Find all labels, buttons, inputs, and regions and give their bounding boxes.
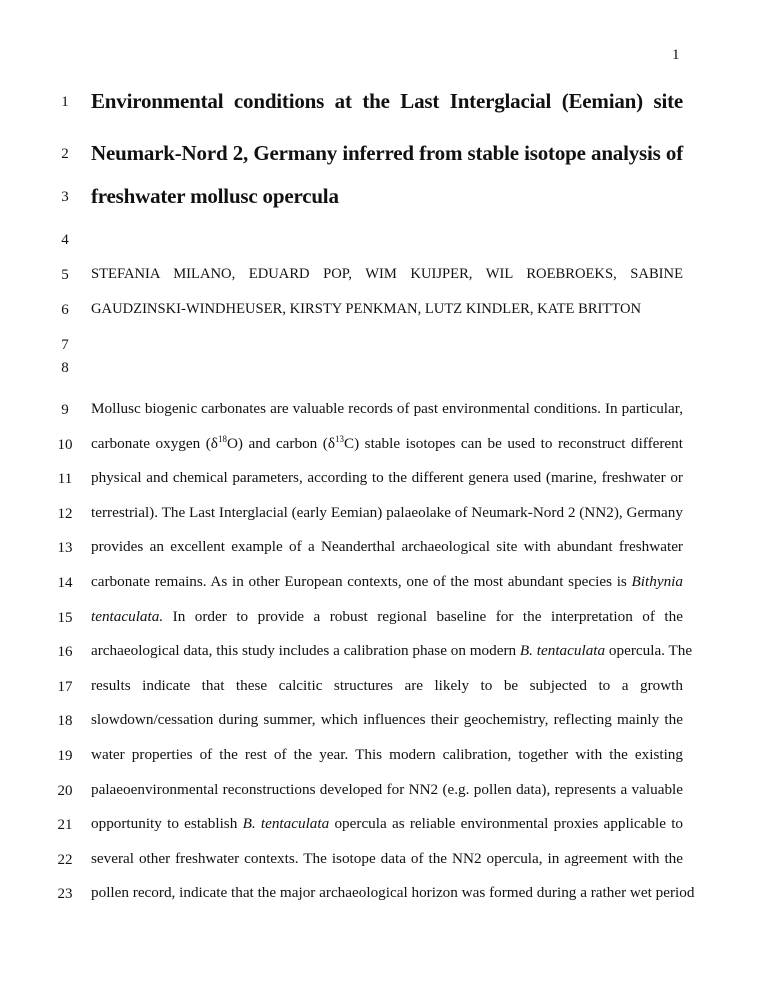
page-number: 1: [672, 47, 680, 63]
author-line: STEFANIA MILANO, EDUARD POP, WIM KUIJPER, WIL ROEBROEKS, SABINE: [91, 266, 683, 282]
text-run: carbonate remains. As in other European contexts, one of the most abundant species is: [91, 573, 632, 590]
line-number: 11: [57, 471, 73, 488]
abstract-line: [91, 435, 683, 453]
author-line: GAUDZINSKI-WINDHEUSER, KIRSTY PENKMAN, LUTZ KINDLER, KATE BRITTON: [91, 301, 642, 317]
text-run: O) and carbon (δ: [226, 434, 335, 452]
abstract-line: Mollusc biogenic carbonates are valuable records of past environmental conditions. In particular,: [91, 400, 683, 417]
line-number: 2: [61, 146, 69, 162]
abstract-line: [91, 815, 683, 833]
line-number: 22: [57, 851, 73, 868]
text-run: carbonate oxygen (δ: [91, 434, 218, 452]
line-number: 12: [57, 505, 73, 522]
abstract-line: slowdown/cessation during summer, which influences their geochemistry, reflecting mainly the: [91, 711, 683, 729]
line-number: 8: [61, 360, 69, 376]
abstract-line: terrestrial). The Last Interglacial (early Eemian) palaeolake of Neumark-Nord 2 (NN2), Germany: [91, 503, 683, 521]
abstract-line: [91, 573, 683, 591]
species-name: tentaculata.: [91, 607, 164, 625]
isotope-superscript: 13: [334, 433, 344, 444]
abstract-line: [91, 642, 693, 660]
line-number: 10: [57, 436, 73, 453]
line-number: 13: [57, 540, 73, 557]
species-name: Bithynia: [631, 573, 683, 590]
line-number: 5: [61, 267, 69, 283]
title-line: Environmental conditions at the Last Interglacial (Eemian) site: [91, 89, 683, 113]
line-number: 6: [61, 302, 69, 318]
line-number: 7: [61, 337, 69, 353]
abstract-line: palaeoenvironmental reconstructions developed for NN2 (e.g. pollen data), represents a valuable: [91, 780, 683, 798]
text-run: In order to provide a robust regional baseline for the interpretation of the: [163, 607, 683, 625]
text-run: opercula. The: [605, 642, 693, 660]
title-line: freshwater mollusc opercula: [91, 184, 339, 208]
abstract-line: water properties of the rest of the year. This modern calibration, together with the existing: [91, 746, 683, 763]
line-number: 19: [57, 748, 73, 764]
species-name: B. tentaculata: [519, 642, 606, 660]
abstract-line: [91, 608, 683, 626]
line-number: 4: [61, 232, 69, 248]
abstract-line: several other freshwater contexts. The isotope data of the NN2 opercula, in agreement with the: [91, 849, 683, 867]
line-number: 3: [61, 189, 69, 205]
line-number: 20: [57, 782, 73, 799]
line-number: 1: [61, 94, 69, 110]
line-number: 21: [57, 817, 73, 834]
abstract-line: provides an excellent example of a Neanderthal archaeological site with abundant freshwater: [91, 538, 683, 556]
species-name: B. tentaculata: [242, 815, 330, 833]
abstract-line: results indicate that these calcitic structures are likely to be subjected to a growth: [91, 676, 683, 694]
line-number: 9: [61, 402, 69, 418]
text-run: C) stable isotopes can be used to reconstruct different: [343, 434, 683, 452]
line-number: 23: [57, 886, 73, 903]
line-number: 16: [57, 644, 73, 661]
text-run: archaeological data, this study includes a calibration phase on modern: [91, 642, 520, 660]
text-run: opportunity to establish: [91, 815, 243, 833]
abstract-line: pollen record, indicate that the major archaeological horizon was formed during a rather wet period: [91, 884, 695, 902]
abstract-line: physical and chemical parameters, according to the different genera used (marine, freshwater or: [91, 469, 683, 487]
title-line: Neumark-Nord 2, Germany inferred from stable isotope analysis of: [91, 141, 683, 165]
line-number: 15: [57, 609, 73, 626]
line-number: 14: [57, 575, 73, 591]
isotope-superscript: 18: [217, 433, 227, 444]
line-number: 18: [57, 713, 73, 730]
text-run: opercula as reliable environmental proxies applicable to: [329, 815, 684, 833]
line-number: 17: [57, 678, 73, 695]
